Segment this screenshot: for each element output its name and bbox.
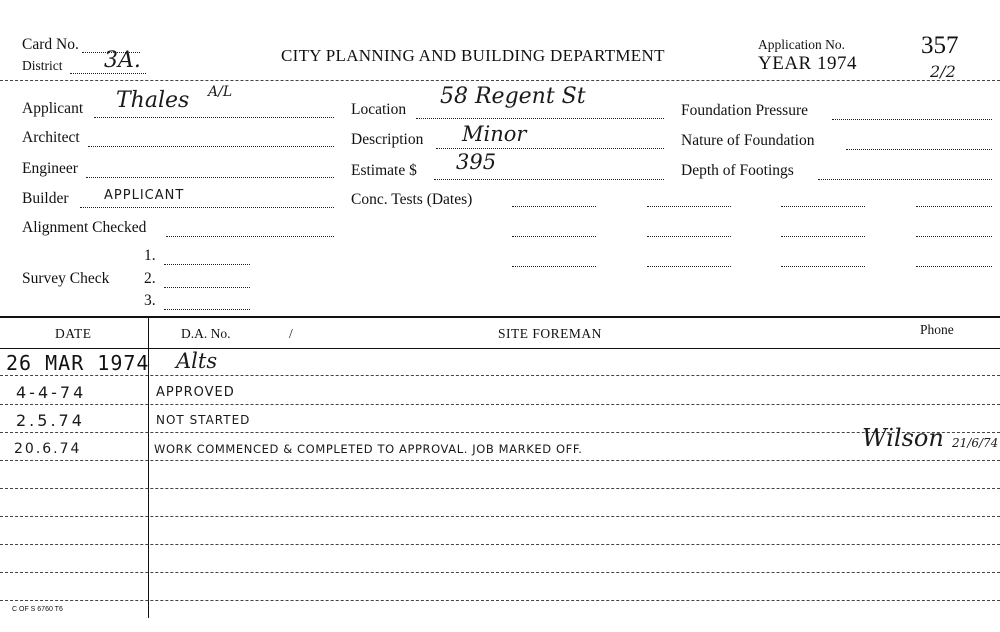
conc-test-line bbox=[916, 236, 992, 237]
description-value: Minor bbox=[462, 122, 527, 146]
applicant-label: Applicant bbox=[22, 100, 84, 117]
conc-test-line bbox=[512, 236, 596, 237]
form-code: C OF S 6760 T6 bbox=[12, 606, 63, 613]
conc-test-line bbox=[916, 206, 992, 207]
conc-test-line bbox=[512, 206, 596, 207]
foundation-pressure-label: Foundation Pressure bbox=[681, 102, 809, 119]
log-row-rule bbox=[0, 544, 1000, 545]
estimate-label: Estimate $ bbox=[351, 162, 417, 179]
log-entry: NOT STARTED bbox=[156, 413, 251, 427]
site-foreman-header: SITE FOREMAN bbox=[498, 326, 602, 341]
date-header: DATE bbox=[55, 326, 92, 341]
log-row-rule bbox=[0, 404, 1000, 405]
conc-tests-label: Conc. Tests (Dates) bbox=[351, 191, 473, 208]
foreman-signature: Wilson bbox=[862, 424, 944, 452]
card-no-label: Card No. bbox=[22, 36, 79, 53]
applicant-note: A/L bbox=[208, 84, 233, 100]
signature-date: 21/6/74 bbox=[952, 436, 999, 450]
alignment-label: Alignment Checked bbox=[22, 219, 147, 236]
survey-line-3 bbox=[164, 309, 250, 310]
conc-test-line bbox=[781, 236, 865, 237]
log-header-rule bbox=[0, 348, 1000, 349]
department-title: CITY PLANNING AND BUILDING DEPARTMENT bbox=[281, 46, 665, 65]
log-row-rule bbox=[0, 375, 1000, 376]
application-no-label: Application No. bbox=[758, 37, 845, 52]
conc-test-line bbox=[781, 206, 865, 207]
location-label: Location bbox=[351, 101, 407, 118]
builder-label: Builder bbox=[22, 190, 69, 207]
survey-item-1: 1. bbox=[144, 247, 156, 264]
engineer-label: Engineer bbox=[22, 160, 78, 177]
section-divider bbox=[0, 316, 1000, 318]
slash-mark: / bbox=[289, 326, 293, 341]
district-value: 3A. bbox=[104, 48, 141, 73]
applicant-value: Thales bbox=[116, 88, 190, 113]
applicant-line bbox=[94, 117, 334, 118]
survey-line-2 bbox=[164, 287, 250, 288]
phone-header: Phone bbox=[920, 322, 954, 337]
log-entry: Alts bbox=[176, 349, 218, 373]
log-row-rule bbox=[0, 572, 1000, 573]
conc-test-line bbox=[512, 266, 596, 267]
builder-value: APPLICANT bbox=[104, 188, 185, 203]
architect-line bbox=[88, 146, 334, 147]
conc-test-line bbox=[916, 266, 992, 267]
log-date: 20.6.74 bbox=[14, 441, 82, 457]
conc-test-line bbox=[647, 206, 731, 207]
log-row-rule bbox=[0, 432, 1000, 433]
log-entry: APPROVED bbox=[156, 385, 235, 400]
log-date: 4-4-74 bbox=[16, 383, 87, 402]
description-line bbox=[436, 148, 664, 149]
conc-test-line bbox=[647, 236, 731, 237]
foundation-pressure-line bbox=[832, 119, 992, 120]
log-row-rule bbox=[0, 488, 1000, 489]
da-no-header: D.A. No. bbox=[181, 326, 231, 341]
estimate-value: 395 bbox=[456, 150, 497, 174]
conc-test-line bbox=[781, 266, 865, 267]
survey-item-3: 3. bbox=[144, 292, 156, 309]
description-label: Description bbox=[351, 131, 424, 148]
location-value: 58 Regent St bbox=[440, 84, 586, 109]
builder-line bbox=[80, 207, 334, 208]
district-label: District bbox=[22, 58, 63, 73]
survey-item-2: 2. bbox=[144, 270, 156, 287]
log-entry: WORK COMMENCED & COMPLETED TO APPROVAL. JOB MARKED OFF. bbox=[154, 442, 583, 456]
estimate-line bbox=[434, 179, 664, 180]
district-line bbox=[70, 73, 146, 74]
nature-foundation-label: Nature of Foundation bbox=[681, 132, 815, 149]
location-line bbox=[416, 118, 664, 119]
application-suffix: 2/2 bbox=[930, 62, 956, 81]
depth-footings-line bbox=[818, 179, 992, 180]
log-date: 26 MAR 1974 bbox=[6, 351, 150, 375]
architect-label: Architect bbox=[22, 129, 80, 146]
header-divider bbox=[0, 80, 1000, 81]
survey-line-1 bbox=[164, 264, 250, 265]
engineer-line bbox=[86, 177, 334, 178]
survey-label: Survey Check bbox=[22, 270, 110, 287]
log-row-rule bbox=[0, 516, 1000, 517]
log-row-rule bbox=[0, 460, 1000, 461]
year-label: YEAR 1974 bbox=[758, 53, 857, 74]
application-number: 357 bbox=[921, 32, 959, 59]
alignment-line bbox=[166, 236, 334, 237]
conc-test-line bbox=[647, 266, 731, 267]
depth-footings-label: Depth of Footings bbox=[681, 162, 794, 179]
log-row-rule bbox=[0, 600, 1000, 601]
nature-foundation-line bbox=[846, 149, 992, 150]
log-date: 2.5.74 bbox=[16, 411, 85, 430]
